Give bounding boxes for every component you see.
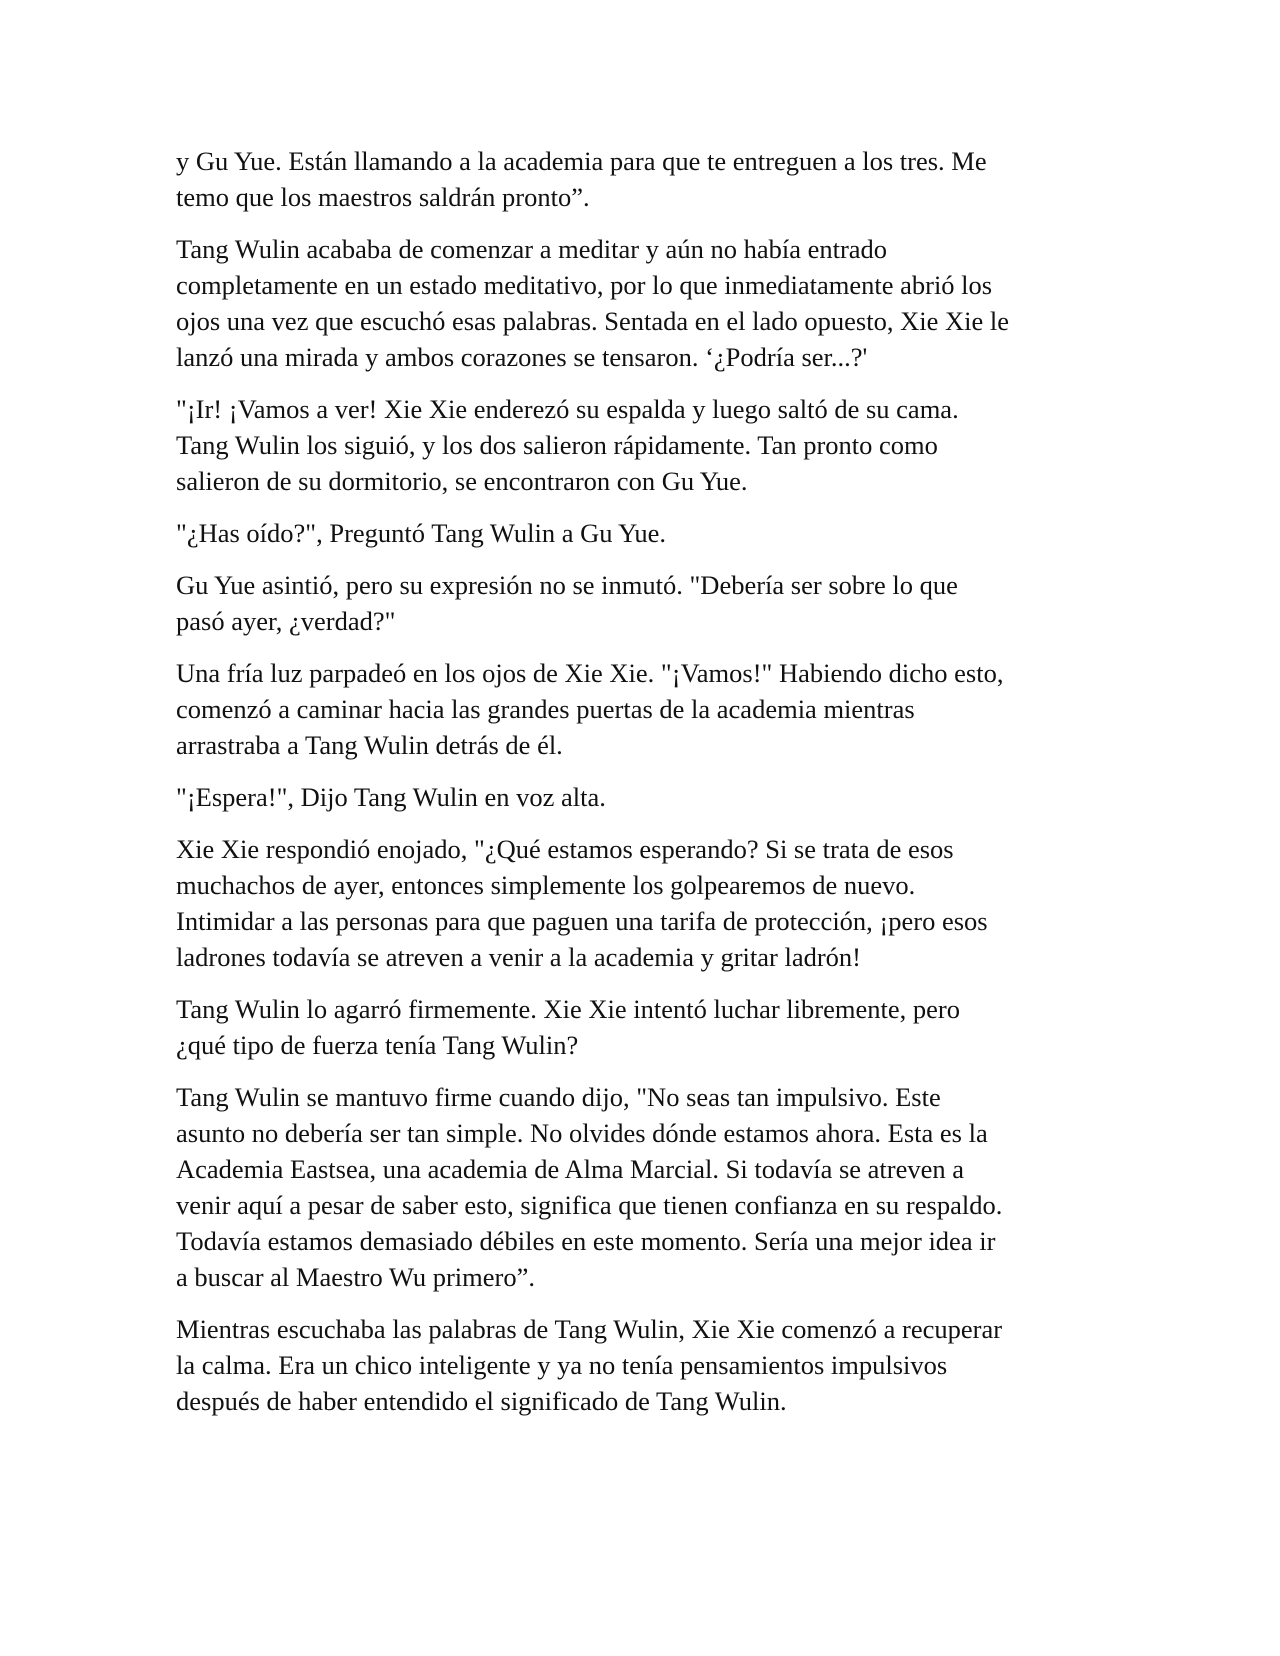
paragraph: Tang Wulin acababa de comenzar a meditar y aún no había entrado completamente en un estado meditativo, por lo que inmediatamente abrió los ojos una vez que escuchó esas palabras. Sentada en el lado opuesto, Xie Xie le lanzó una mirada y ambos corazones se tensaron. ‘¿Podría ser...?' (176, 234, 1009, 372)
paragraph: Mientras escuchaba las palabras de Tang Wulin, Xie Xie comenzó a recuperar la calma. Era un chico inteligente y ya no tenía pensamientos impulsivos después de haber entendido el significado de Tang Wulin. (176, 1314, 1003, 1416)
paragraph: Xie Xie respondió enojado, "¿Qué estamos esperando? Si se trata de esos muchachos de ayer, entonces simplemente los golpearemos de nuevo. Intimidar a las personas para que paguen una tarifa de protección, ¡pero esos ladrones todavía se atreven a venir a la academia y gritar ladrón! (176, 834, 988, 972)
paragraph: "¿Has oído?", Preguntó Tang Wulin a Gu Yue. (176, 518, 666, 548)
paragraph: Tang Wulin se mantuvo firme cuando dijo, "No seas tan impulsivo. Este asunto no debería ser tan simple. No olvides dónde estamos ahora. Esta es la Academia Eastsea, una academia de Alma Marcial. Si todavía se atreven a venir aquí a pesar de saber esto, significa que tienen confianza en su respaldo. Todavía estamos demasiado débiles en este momento. Sería una mejor idea ir a buscar al Maestro Wu primero”. (176, 1082, 1003, 1292)
paragraph: y Gu Yue. Están llamando a la academia para que te entreguen a los tres. Me temo que los maestros saldrán pronto”. (176, 146, 987, 212)
paragraph: "¡Ir! ¡Vamos a ver! Xie Xie enderezó su espalda y luego saltó de su cama. Tang Wulin los siguió, y los dos salieron rápidamente. Tan pronto como salieron de su dormitorio, se encontraron con Gu Yue. (176, 394, 959, 496)
paragraph: Tang Wulin lo agarró firmemente. Xie Xie intentó luchar libremente, pero ¿qué tipo de fuerza tenía Tang Wulin? (176, 994, 960, 1060)
paragraph: Una fría luz parpadeó en los ojos de Xie Xie. "¡Vamos!" Habiendo dicho esto, comenzó a caminar hacia las grandes puertas de la academia mientras arrastraba a Tang Wulin detrás de él. (176, 658, 1004, 760)
paragraph: Gu Yue asintió, pero su expresión no se inmutó. "Debería ser sobre lo que pasó ayer, ¿verdad?" (176, 570, 958, 636)
paragraph: "¡Espera!", Dijo Tang Wulin en voz alta. (176, 782, 606, 812)
document-body (176, 143, 1096, 1435)
